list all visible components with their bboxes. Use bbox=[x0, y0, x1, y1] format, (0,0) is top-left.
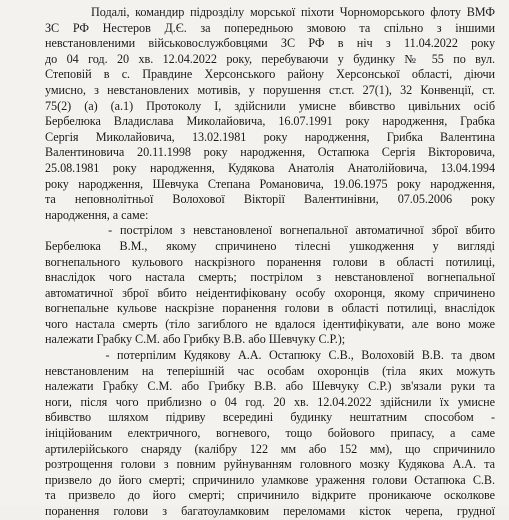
document-line: ноги, після чого приблизно о 04 год. 20 хв. 12.04.2022 здійснили їх умисне bbox=[45, 394, 495, 409]
document-line: ЗС РФ Нестеров Д.Є. за попередньою змовою та спільно з іншими bbox=[45, 20, 495, 35]
document-body bbox=[45, 5, 495, 520]
document-line: ініційованим електричного, вогневого, тощо бойового припасу, а саме bbox=[45, 426, 495, 441]
document-line: поранення голови з багатоуламковим переломами кісток черепа, грудної bbox=[45, 504, 495, 518]
document-line: до 04 год. 20 хв. 12.04.2022 року, перебуваючи у будинку № 55 по вул. bbox=[45, 51, 495, 66]
document-line: невстановленими військовослужбовцями ЗС РФ в ніч з 11.04.2022 року bbox=[45, 36, 495, 51]
document-line: належати Грабку С.М. або Грибку В.В. або Шевчуку С.Р.); bbox=[45, 332, 346, 347]
document-line: та призвело до його смерті; спричинило відкрите проникаюче осколкове bbox=[45, 488, 495, 503]
document-line: Бербелюка В.М., якому спричинено тілесні ушкодження у вигляді bbox=[45, 238, 495, 253]
document-line: невстановленим на теперішній час особам охоронців (тіла яких можуть bbox=[45, 363, 495, 378]
document-line: 25.08.1981 року народження, Кудякова Анатолія Анатолійовича, 13.04.1994 bbox=[45, 160, 495, 175]
document-line: Сергія Миколайовича, 13.02.1981 року народження, Грибка Валентина bbox=[45, 129, 495, 144]
document-line: розтрощення голови з повним руйнуванням головного мозку Кудякова А.А. та bbox=[45, 457, 495, 472]
document-line: артилерійського снаряду (калібру 122 мм або 152 мм), що спричинило bbox=[45, 441, 495, 456]
document-line: Бербелюка Владислава Миколайовича, 16.07.1991 року народження, Грабка bbox=[45, 114, 495, 129]
document-line: належати Грабку С.М. або Грибку В.В. або Шевчуку С.Р.) зв'язали руки та bbox=[45, 379, 495, 394]
document-line: та неповнолітньої Волохової Вікторії Валентинівни, 07.05.2006 року bbox=[45, 192, 495, 207]
document-line: - потерпілим Кудякову А.А. Остапюку С.В., Волоховій В.В. та двом bbox=[45, 348, 495, 363]
document-line: Степовій в с. Правдине Херсонського району Херсонської області, діючи bbox=[45, 67, 495, 82]
document-line: Подалі, командир підрозділу морської піхоти Чорноморського флоту ВМФ bbox=[45, 5, 495, 19]
document-line: автоматичної зброї вбито неідентифіковану особу охоронця, якому спричинено bbox=[45, 285, 495, 300]
document-line: - пострілом з невстановленої вогнепальної автоматичної зброї вбито bbox=[45, 223, 495, 238]
document-line: вбивство шляхом підриву всередині будинку нештатним способом - bbox=[45, 410, 495, 425]
document-line: призвело до його смерті; спричинило уламкове ураження голови Остапюка С.В. bbox=[45, 472, 495, 487]
document-line: року народження, Шевчука Степана Романовича, 19.06.1975 року народження, bbox=[45, 176, 495, 191]
document-line: чого настала смерть (тіло загиблого не вдалося ідентифікувати, але воно може bbox=[45, 316, 495, 331]
document-line: внаслідок чого настала смерть; пострілом з невстановленої вогнепальної bbox=[45, 270, 495, 285]
document-line: 75(2) (а) (а.1) Протоколу І, здійснили умисне вбивство цивільних осіб bbox=[45, 98, 495, 113]
document-line: вогнепального кульового наскрізного поранення голови в області потилиці, bbox=[45, 254, 495, 269]
document-line: вогнепальне кульове наскрізне поранення голови в області потилиці, внаслідок bbox=[45, 301, 495, 316]
document-line: народження, а саме: bbox=[45, 207, 149, 222]
document-line: Валентиновича 20.11.1998 року народження, Остапюка Сергія Вікторовича, bbox=[45, 145, 495, 160]
document-line: умисно, з невстановлених мотивів, у порушення ст.ст. 27(1), 32 Конвенції, ст. bbox=[45, 82, 495, 97]
